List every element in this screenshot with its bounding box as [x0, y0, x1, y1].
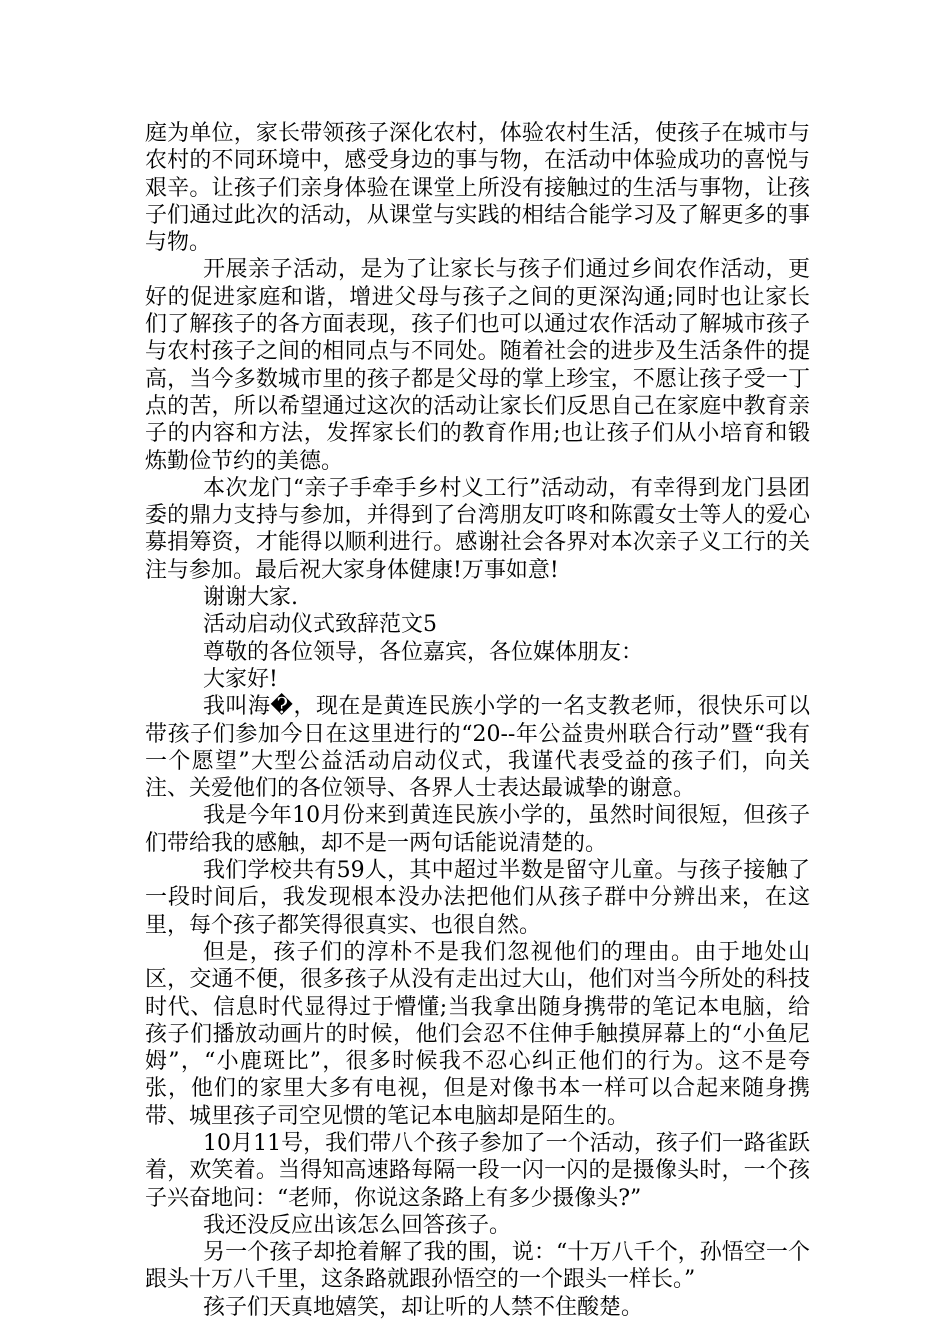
section-title: 活动启动仪式致辞范文5: [203, 612, 437, 638]
closing-line: 谢谢大家.: [203, 585, 298, 611]
paragraph: 我们学校共有59人，其中超过半数是留守儿童。与孩子接触了一段时间后，我发现根本没办法把他们从孩子群中分辨出来，在这里，每个孩子都笑得很真实、也很自然。: [145, 858, 810, 938]
paragraph: 但是，孩子们的淳朴不是我们忽视他们的理由。由于地处山区，交通不便，很多孩子从没有走出过大山，他们对当今所处的科技时代、信息时代显得过于懵懂;当我拿出随身携带的笔记本电脑，给孩子们播放动画片的时候，他们会忍不住伸手触摸屏幕上的“小鱼尼姆”，“小鹿斑比”，很多时候我不忍心纠正他们的行为。这不是夸张，他们的家里大多有电视，但是对像书本一样可以合起来随身携带、城里孩子司空见惯的笔记本电脑却是陌生的。: [145, 939, 810, 1129]
document-body: [145, 120, 810, 1321]
paragraph: 庭为单位，家长带领孩子深化农村，体验农村生活，使孩子在城市与农村的不同环境中，感受身边的事与物，在活动中体验成功的喜悦与艰辛。让孩子们亲身体验在课堂上所没有接触过的生活与事物，让孩子们通过此次的活动，从课堂与实践的相结合能学习及了解更多的事与物。: [145, 121, 810, 256]
paragraph: 孩子们天真地嬉笑，却让听的人禁不住酸楚。: [203, 1294, 644, 1320]
paragraph: 本次龙门“亲子手牵手乡村义工行”活动动，有幸得到龙门县团委的鼎力支持与参加，并得到了台湾朋友叮咚和陈霞女士等人的爱心募捐筹资，才能得以顺利进行。感谢社会各界对本次亲子义工行的关注与参加。最后祝大家身体健康!万事如意!: [145, 475, 810, 583]
paragraph: 我是今年10月份来到黄连民族小学的，虽然时间很短，但孩子们带给我的感触，却不是一两句话能说清楚的。: [145, 803, 810, 856]
paragraph: 我叫海�，现在是黄连民族小学的一名支教老师，很快乐可以带孩子们参加今日在这里进行的“20--年公益贵州联合行动”暨“我有一个愿望”大型公益活动启动仪式，我谨代表受益的孩子们，向关注、关爱他们的各位领导、各界人士表达最诚挚的谢意。: [145, 694, 810, 802]
paragraph: 10月11号，我们带八个孩子参加了一个活动，孩子们一路雀跃着，欢笑着。当得知高速路每隔一段一闪一闪的是摄像头时，一个孩子兴奋地问：“老师，你说这条路上有多少摄像头?”: [145, 1130, 810, 1211]
salutation: 尊敬的各位领导，各位嘉宾，各位媒体朋友：: [203, 639, 644, 665]
paragraph: 另一个孩子却抢着解了我的围，说：“十万八千个，孙悟空一个跟头十万八千里，这条路就跟孙悟空的一个跟头一样长。”: [145, 1240, 810, 1293]
paragraph: 开展亲子活动，是为了让家长与孩子们通过乡间农作活动，更好的促进家庭和谐，增进父母与孩子之间的更深沟通;同时也让家长们了解孩子的各方面表现，孩子们也可以通过农作活动了解城市孩子与农村孩子之间的相同点与不同处。随着社会的进步及生活条件的提高，当今多数城市里的孩子都是父母的掌上珍宝，不愿让孩子受一丁点的苦，所以希望通过这次的活动让家长们反思自己在家庭中教育亲子的内容和方法，发挥家长们的教育作用;也让孩子们从小培育和锻炼勤俭节约的美德。: [145, 257, 810, 474]
paragraph: 我还没反应出该怎么回答孩子。: [203, 1212, 512, 1238]
greeting: 大家好!: [203, 666, 278, 692]
